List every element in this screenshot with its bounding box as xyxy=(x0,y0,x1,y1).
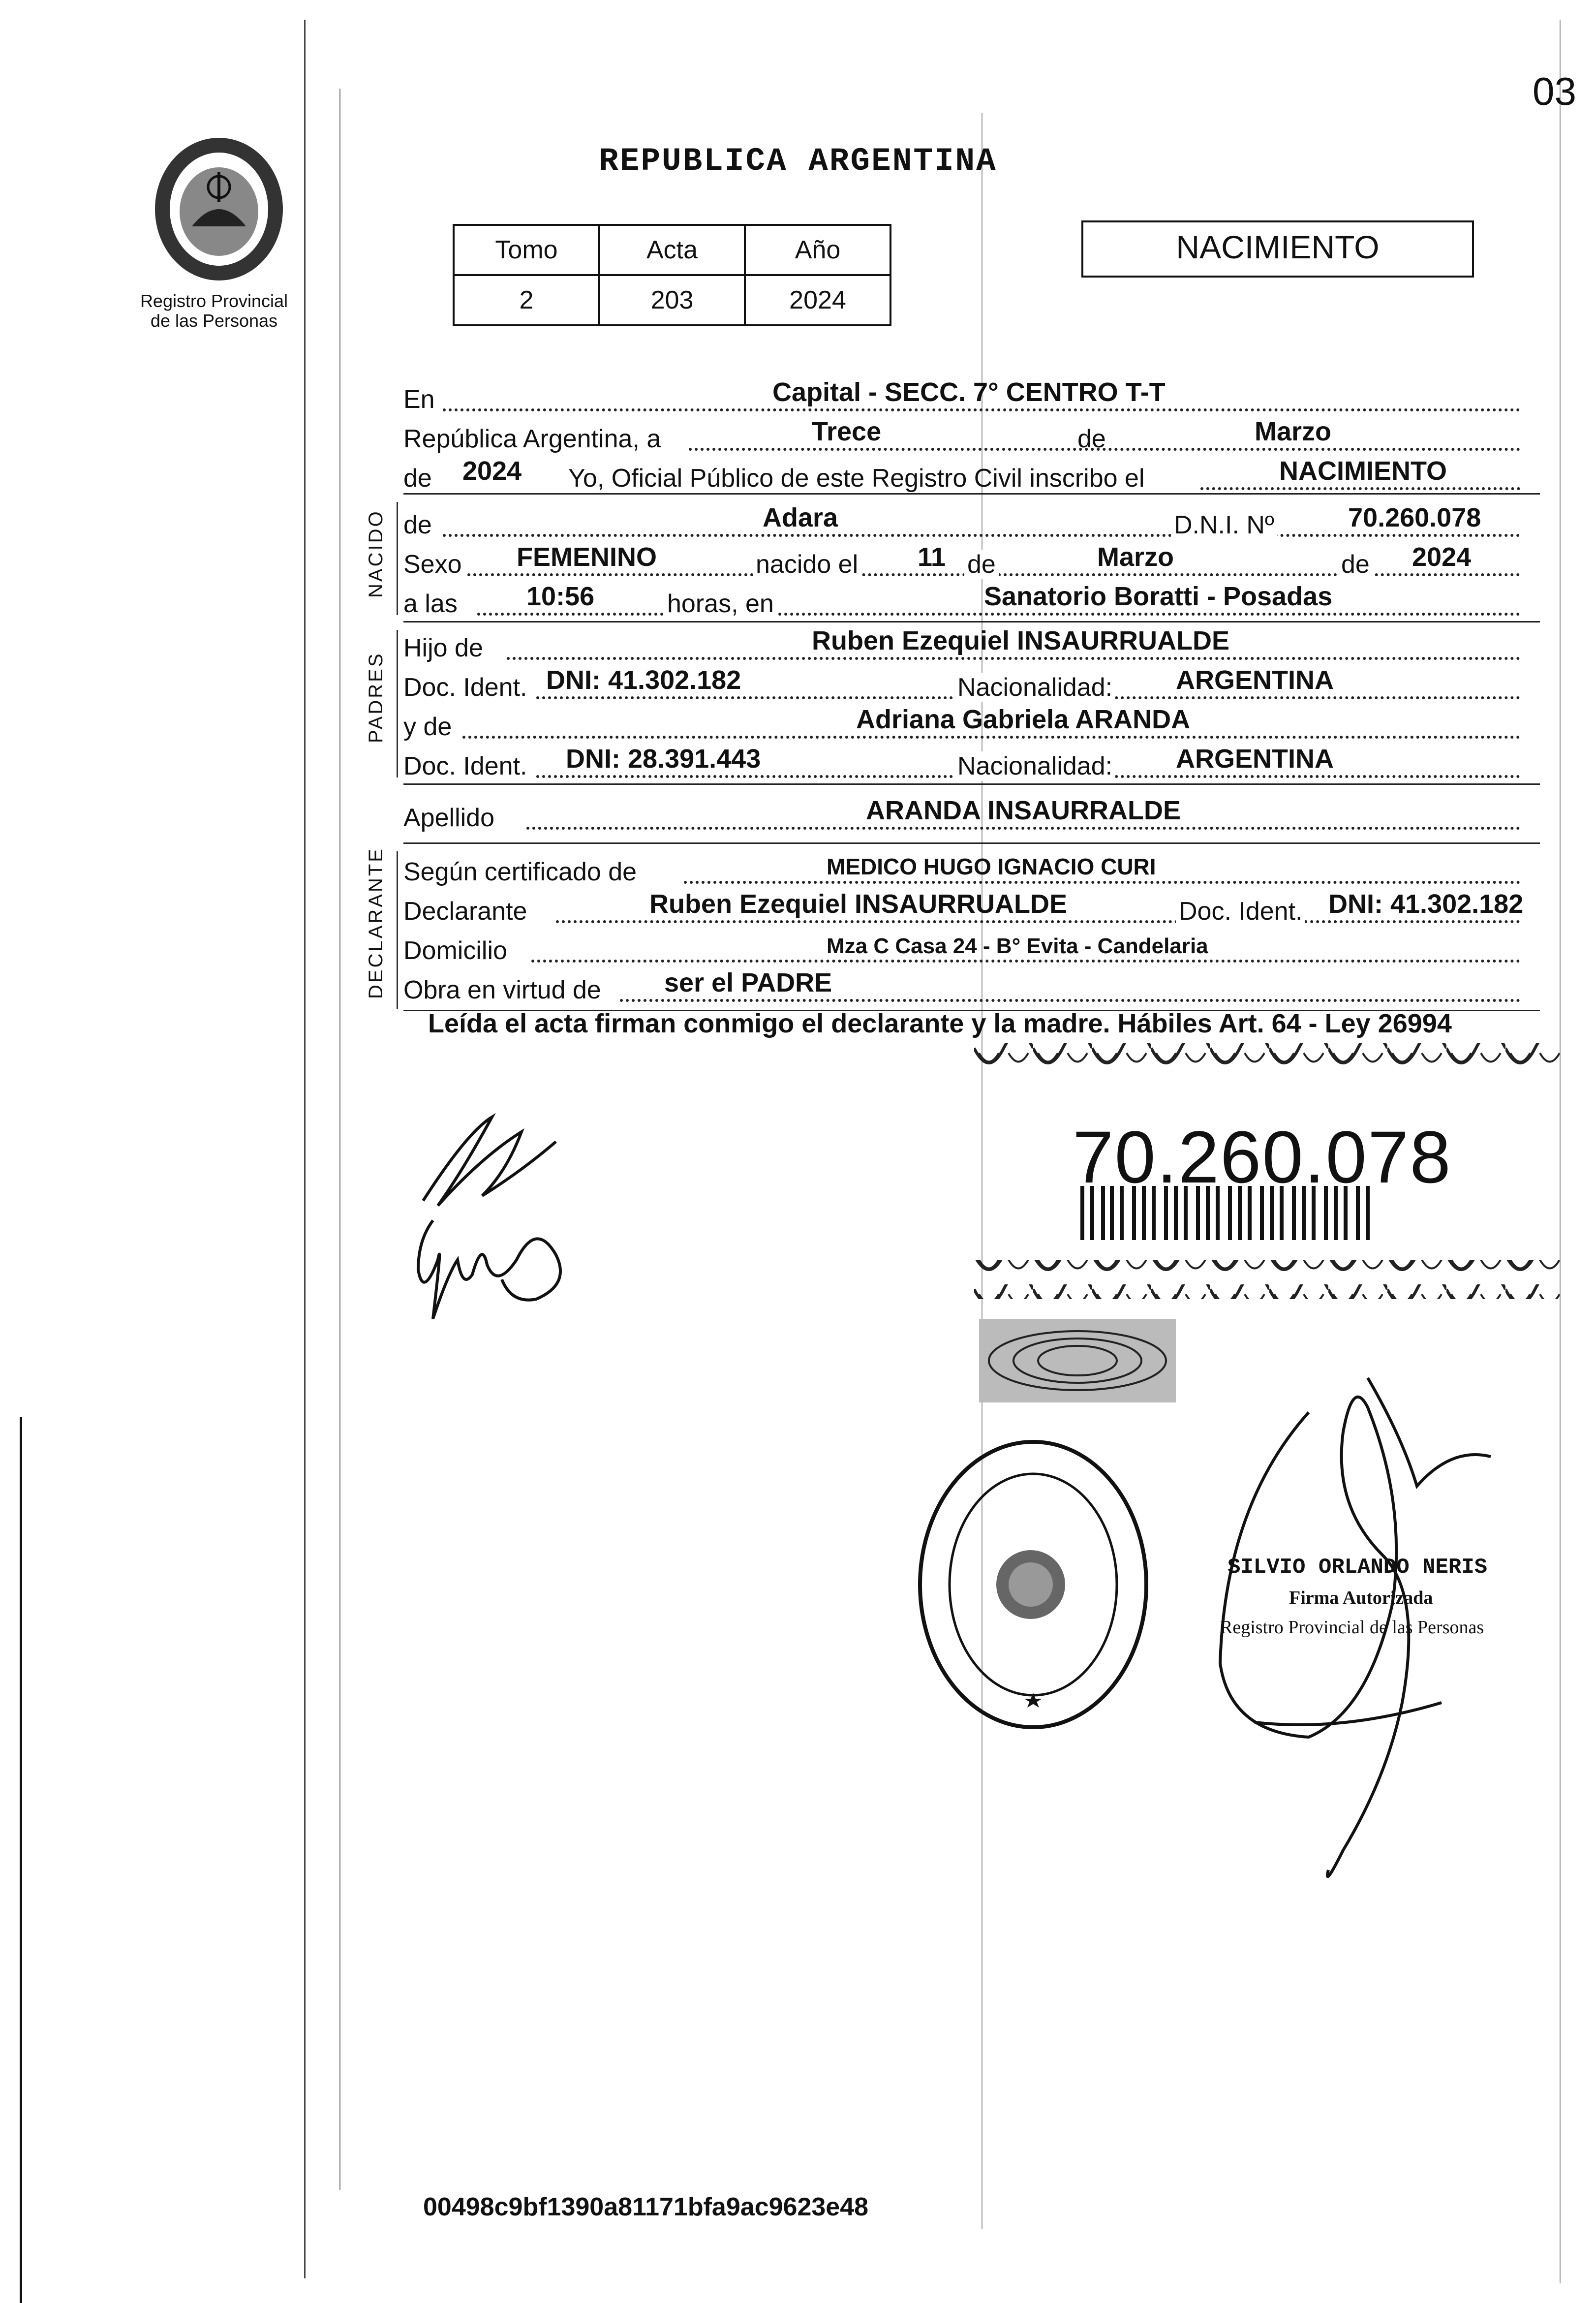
signatory-role: Firma Autorizada xyxy=(1289,1587,1433,1608)
security-hologram xyxy=(979,1319,1176,1402)
divider xyxy=(403,493,1540,495)
value-child-dni: 70.260.078 xyxy=(1348,503,1481,532)
value-mother-name: Adriana Gabriela ARANDA xyxy=(856,705,1191,734)
dotted-leader xyxy=(507,657,1520,660)
margin-line-inner xyxy=(339,89,340,2190)
label-nacido-el: nacido el xyxy=(753,550,861,579)
bracket-nacido xyxy=(397,502,398,615)
value-sexo: FEMENINO xyxy=(517,542,657,572)
value-time: 10:56 xyxy=(526,582,595,611)
label-y-de: y de xyxy=(403,713,452,741)
value-father-doc: DNI: 41.302.182 xyxy=(546,665,741,695)
value-apellido: ARANDA INSAURRALDE xyxy=(866,796,1181,825)
value-mother-doc: DNI: 28.391.443 xyxy=(566,744,761,774)
dotted-leader xyxy=(462,736,1520,739)
label-dni: D.N.I. Nº xyxy=(1171,510,1277,540)
closing-statement: Leída el acta firman conmigo el declarante y la madre. Hábiles Art. 64 - Ley 26994 xyxy=(428,1009,1452,1038)
value-obra: ser el PADRE xyxy=(664,968,832,997)
record-table-header-row xyxy=(454,225,890,275)
label-en: En xyxy=(403,385,435,414)
label-domicilio: Domicilio xyxy=(403,936,507,965)
document-hash: 00498c9bf1390a81171bfa9ac9623e48 xyxy=(423,2193,869,2221)
row-nacido-name xyxy=(403,499,1550,544)
barcode-number: 70.260.078 xyxy=(1073,1116,1452,1198)
bracket-declarante xyxy=(397,851,398,1009)
margin-line-right xyxy=(1560,20,1561,2283)
row-sexo xyxy=(403,539,1550,583)
value-record: NACIMIENTO xyxy=(1279,456,1447,486)
label-hijo-de: Hijo de xyxy=(403,634,483,662)
official-stamp xyxy=(915,1437,1151,1732)
record-table-value-row xyxy=(454,275,890,325)
value-birth-day: 11 xyxy=(918,542,946,572)
label-a-las: a las xyxy=(403,590,458,618)
label-de-year: de xyxy=(403,464,432,493)
record-table xyxy=(453,224,891,326)
dotted-leader xyxy=(620,999,1520,1002)
value-location: Capital - SECC. 7° CENTRO T-T xyxy=(772,377,1166,407)
header-acta: Acta xyxy=(599,225,745,275)
label-sexo: Sexo xyxy=(403,550,462,579)
header-ano: Año xyxy=(745,225,890,275)
value-tomo: 2 xyxy=(454,275,599,325)
row-en xyxy=(403,374,1550,418)
dotted-leader xyxy=(443,534,1520,537)
row-father-doc xyxy=(403,662,1550,706)
row-hora xyxy=(403,578,1550,622)
dotted-leader xyxy=(1200,487,1520,490)
registry-line2: de las Personas xyxy=(150,311,278,331)
row-registro xyxy=(403,453,1550,497)
value-certificado: MEDICO HUGO IGNACIO CURI xyxy=(827,854,1156,879)
row-declarante xyxy=(403,886,1550,930)
value-year: 2024 xyxy=(462,456,522,486)
value-declarante-doc: DNI: 41.302.182 xyxy=(1328,889,1524,919)
label-de-year2: de xyxy=(1338,550,1373,579)
label-republica: República Argentina, a xyxy=(403,425,661,453)
label-nacionalidad: Nacionalidad: xyxy=(954,673,1115,702)
left-edge-mark xyxy=(20,1417,22,2303)
label-de-name: de xyxy=(403,511,432,539)
row-father xyxy=(403,622,1550,667)
label-de-month: de xyxy=(964,550,999,579)
officer-text: Yo, Oficial Público de este Registro Civil inscribo el xyxy=(568,464,1145,493)
label-doc-ident: Doc. Ident. xyxy=(1176,897,1305,926)
label-certificado: Según certificado de xyxy=(403,858,637,886)
record-type-box: NACIMIENTO xyxy=(1081,220,1474,278)
dotted-leader xyxy=(556,920,1520,923)
dotted-leader xyxy=(443,408,1520,411)
row-domicilio xyxy=(403,925,1550,969)
registry-line1: Registro Provincial xyxy=(140,291,288,311)
page-number: 03 xyxy=(1533,69,1576,113)
value-birth-year: 2024 xyxy=(1412,542,1472,572)
divider xyxy=(403,842,1540,844)
row-mother-doc xyxy=(403,741,1550,785)
dotted-leader xyxy=(477,613,1520,616)
section-declarante: DECLARANTE xyxy=(365,847,387,999)
signatory-registry: Registro Provincial de las Personas xyxy=(1220,1617,1484,1638)
registry-label xyxy=(118,291,310,331)
declarant-signature xyxy=(408,1112,585,1368)
value-acta: 203 xyxy=(599,275,745,325)
value-birth-month: Marzo xyxy=(1097,542,1174,572)
header-tomo: Tomo xyxy=(454,225,599,275)
value-ano: 2024 xyxy=(745,275,890,325)
section-padres: PADRES xyxy=(365,652,387,743)
row-apellido xyxy=(403,792,1550,837)
value-place: Sanatorio Boratti - Posadas xyxy=(984,582,1333,611)
row-fecha xyxy=(403,413,1550,458)
label-nacionalidad: Nacionalidad: xyxy=(954,751,1115,781)
value-child-name: Adara xyxy=(763,503,838,532)
margin-line-left xyxy=(304,20,306,2278)
value-day: Trece xyxy=(812,417,882,446)
value-month: Marzo xyxy=(1255,417,1332,446)
label-de: de xyxy=(1077,425,1106,453)
label-doc-ident: Doc. Ident. xyxy=(403,673,527,702)
dotted-leader xyxy=(531,960,1520,963)
document-title: REPUBLICA ARGENTINA xyxy=(599,143,997,180)
signatory-name: SILVIO ORLANDO NERIS xyxy=(1228,1555,1488,1580)
label-obra: Obra en virtud de xyxy=(403,976,601,1004)
value-father-nationality: ARGENTINA xyxy=(1176,665,1334,695)
dotted-leader xyxy=(684,881,1520,884)
section-nacido: NACIDO xyxy=(365,509,387,598)
divider xyxy=(403,783,1540,785)
label-doc-ident: Doc. Ident. xyxy=(403,752,527,780)
label-declarante: Declarante xyxy=(403,897,527,926)
bracket-padres xyxy=(397,630,398,778)
label-horas: horas, en xyxy=(664,589,777,619)
value-declarante-name: Ruben Ezequiel INSAURRUALDE xyxy=(649,889,1068,919)
row-certificado xyxy=(403,846,1550,891)
value-father-name: Ruben Ezequiel INSAURRUALDE xyxy=(812,626,1230,655)
row-obra xyxy=(403,965,1550,1009)
value-mother-nationality: ARGENTINA xyxy=(1176,744,1334,774)
label-apellido: Apellido xyxy=(403,804,495,832)
dotted-leader xyxy=(526,827,1520,830)
row-mother xyxy=(403,701,1550,746)
value-domicilio: Mza C Casa 24 - B° Evita - Candelaria xyxy=(827,934,1208,958)
